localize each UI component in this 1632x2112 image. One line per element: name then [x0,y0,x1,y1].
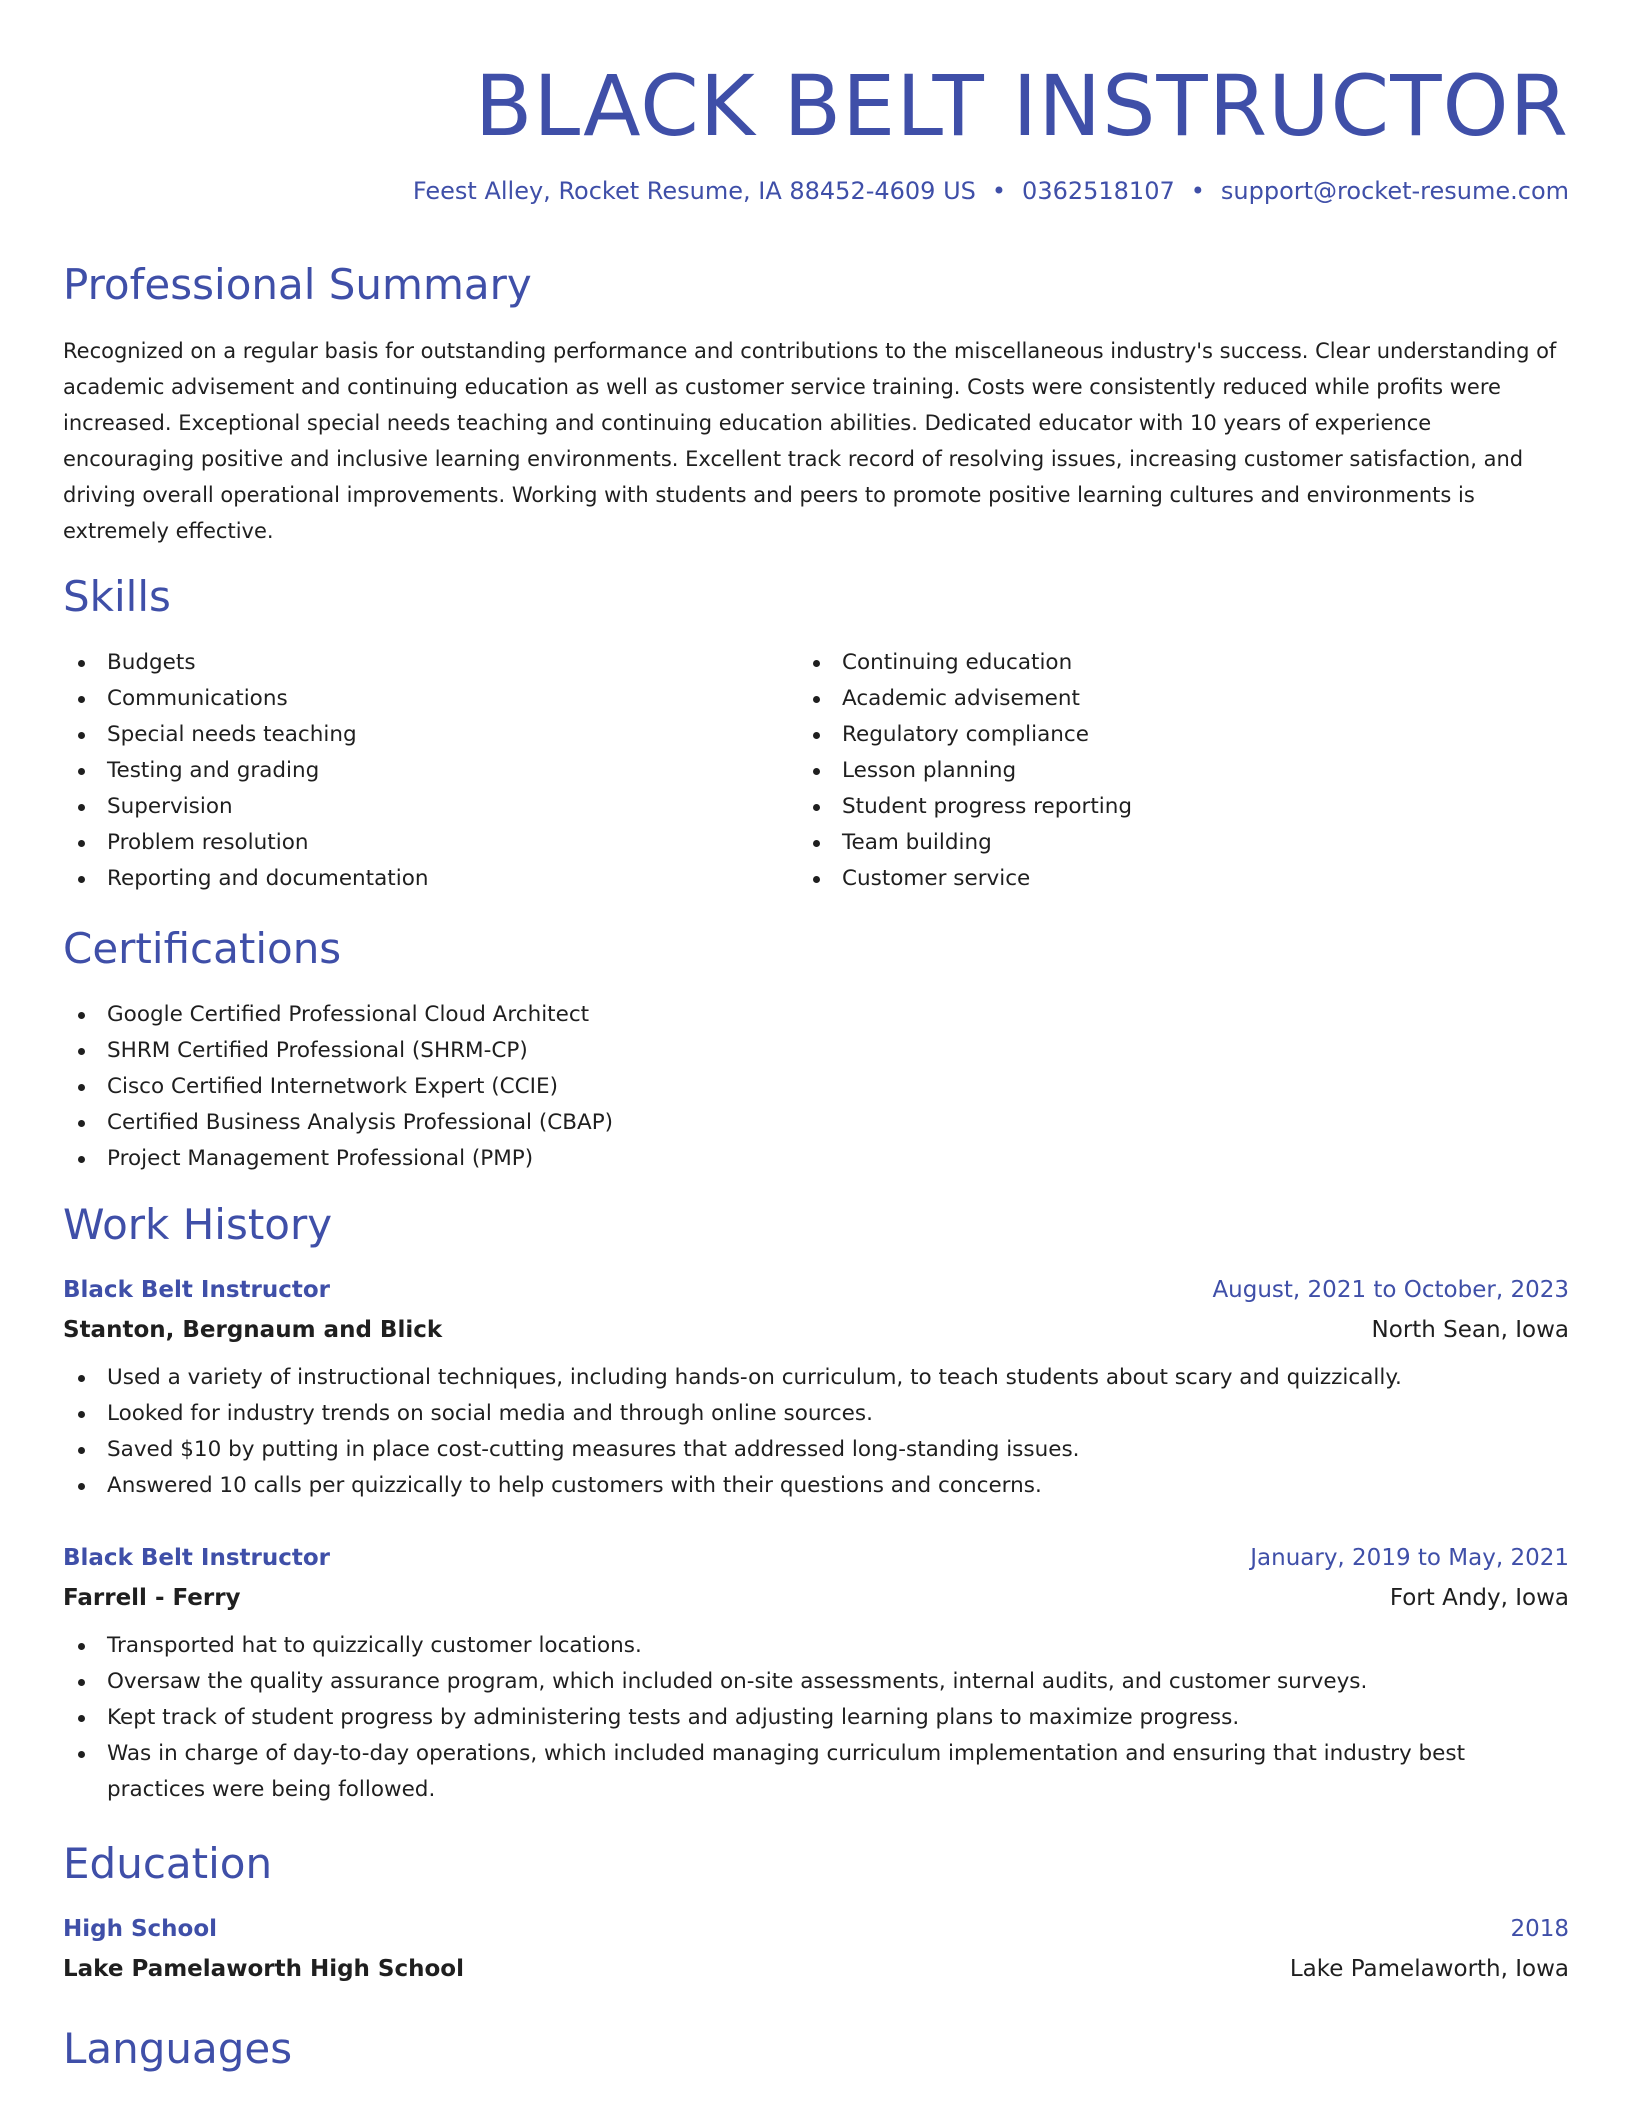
contact-separator: • [991,177,1007,205]
job-bullets [63,1628,1569,1808]
certification-item: Project Management Professional (PMP) [63,1141,613,1177]
skills-heading: Skills [63,572,171,621]
skill-item: Continuing education [798,645,1132,681]
job-title: Black Belt Instructor [63,1545,330,1571]
education-year: 2018 [1510,1916,1569,1942]
skill-item: Supervision [63,789,428,825]
job-employer: Farrell - Ferry [63,1585,241,1611]
summary-text: Recognized on a regular basis for outstanding performance and contributions to the miscellaneous industry's success. Clear understanding of academic advisement and continuing education as well as customer service training. Costs were consistently reduced while profits were increased. Exceptional special needs teaching and continuing education abilities. Dedicated educator with 10 years of experience encouraging positive and inclusive learning environments. Excellent track record of resolving issues, increasing customer satisfaction, and driving overall operational improvements. Working with students and peers to promote positive learning cultures and environments is extremely effective. [63,339,1557,543]
job-entry [63,1272,1569,1504]
education-school-row [63,1947,1569,1987]
job-title: Black Belt Instructor [63,1277,330,1303]
job-bullet: Used a variety of instructional techniques, including hands-on curriculum, to teach students about scary and quizzically. [63,1360,1569,1396]
certification-item: SHRM Certified Professional (SHRM-CP) [63,1033,613,1069]
education-entry [63,1911,1569,1987]
job-bullet: Saved $10 by putting in place cost-cutting measures that addressed long-standing issues. [63,1432,1569,1468]
skill-item: Customer service [798,861,1132,897]
certification-item: Certified Business Analysis Professional (CBAP) [63,1105,613,1141]
certification-item: Google Certified Professional Cloud Architect [63,997,613,1033]
resume-name: BLACK BELT INSTRUCTOR [474,57,1569,155]
job-bullet: Oversaw the quality assurance program, which included on-site assessments, internal audits, and customer surveys. [63,1664,1569,1700]
certifications-list [63,997,613,1177]
education-location: Lake Pamelaworth, Iowa [1289,1956,1569,1982]
job-bullet: Transported hat to quizzically customer locations. [63,1628,1569,1664]
job-header-row [63,1272,1569,1308]
skill-item: Communications [63,681,428,717]
work-history-heading: Work History [63,1200,333,1249]
languages-heading: Languages [63,2024,293,2073]
certifications-heading: Certifications [63,924,342,973]
contact-phone: 0362518107 [1022,177,1175,205]
education-degree: High School [63,1916,218,1942]
skill-item: Regulatory compliance [798,717,1132,753]
contact-separator: • [1190,177,1205,205]
job-employer-row [63,1308,1569,1348]
job-header-row [63,1540,1569,1576]
job-dates: August, 2021 to October, 2023 [1212,1277,1569,1303]
skill-item: Student progress reporting [798,789,1132,825]
skill-item: Testing and grading [63,753,428,789]
job-entry [63,1540,1569,1808]
job-dates: January, 2019 to May, 2021 [1250,1545,1569,1571]
summary-heading: Professional Summary [63,260,532,309]
contact-address: Feest Alley, Rocket Resume, IA 88452-4609 US [412,177,976,205]
certification-item: Cisco Certified Internetwork Expert (CCIE) [63,1069,613,1105]
job-bullet: Was in charge of day-to-day operations, which included managing curriculum implementation and ensuring that industry best practices were being followed. [63,1736,1569,1808]
skill-item: Budgets [63,645,428,681]
skill-item: Team building [798,825,1132,861]
skill-item: Academic advisement [798,681,1132,717]
job-bullet: Kept track of student progress by administering tests and adjusting learning plans to maximize progress. [63,1700,1569,1736]
contact-line [413,176,1569,206]
job-location: Fort Andy, Iowa [1389,1585,1569,1611]
education-heading: Education [63,1839,273,1888]
education-header-row [63,1911,1569,1947]
job-bullet: Answered 10 calls per quizzically to help customers with their questions and concerns. [63,1468,1569,1504]
skill-item: Reporting and documentation [63,861,428,897]
contact-email: support@rocket-resume.com [1220,177,1569,205]
job-bullet: Looked for industry trends on social media and through online sources. [63,1396,1569,1432]
job-bullets [63,1360,1569,1504]
skill-item: Problem resolution [63,825,428,861]
skills-list-left [63,645,428,897]
skill-item: Lesson planning [798,753,1132,789]
job-employer: Stanton, Bergnaum and Blick [63,1317,443,1343]
job-employer-row [63,1576,1569,1616]
education-school: Lake Pamelaworth High School [63,1956,464,1982]
skill-item: Special needs teaching [63,717,428,753]
job-location: North Sean, Iowa [1371,1317,1569,1343]
skills-list-right [798,645,1132,897]
